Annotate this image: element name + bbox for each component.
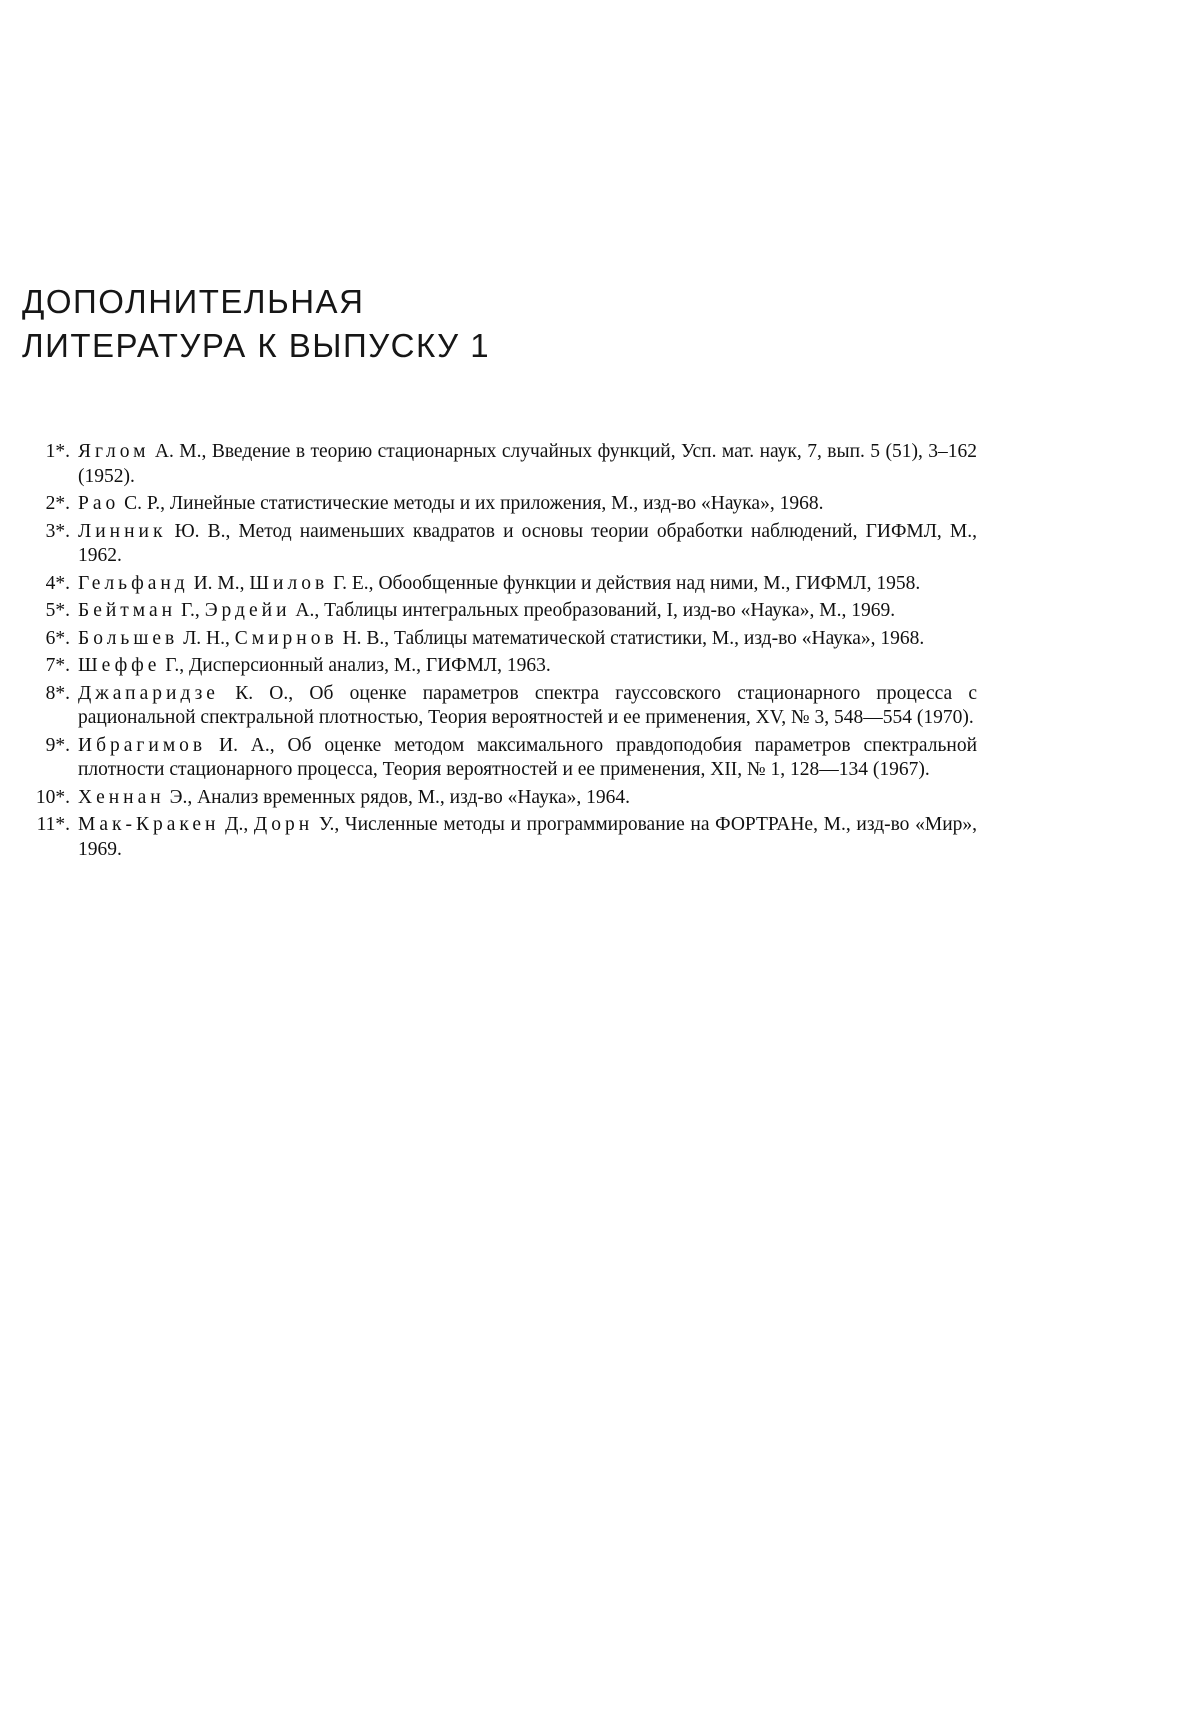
reference-text (78, 682, 977, 731)
reference-number: 9*. (45, 734, 70, 756)
reference-author-initials: Н. В., (342, 627, 390, 649)
reference-author-initials: И. А., (219, 734, 275, 756)
reference-author-initials: Ю. В., (174, 520, 231, 542)
reference-list (22, 440, 977, 865)
reference-title: Об оценке параметров спектра гауссовского стационарного процесса с рациональной спектральной плотностью, Теория вероятностей и ее применения, XV, № 3, 548—554 (1970). (78, 682, 978, 728)
reference-title: Анализ временных рядов, М., изд-во «Наука», 1964. (197, 786, 631, 808)
reference-item (22, 786, 977, 811)
reference-text (78, 627, 977, 652)
reference-title: Введение в теорию стационарных случайных функций, Усп. мат. наук, 7, вып. 5 (51), 3–162 (1952). (78, 441, 978, 487)
reference-text (78, 654, 977, 679)
reference-number: 7*. (45, 655, 70, 676)
reference-item (22, 520, 977, 569)
reference-number: 2*. (45, 493, 70, 514)
reference-author-initials: К. О., (235, 682, 294, 704)
reference-title: Численные методы и программирование на ФОРТРАНе, М., изд-во «Мир», 1969. (78, 814, 978, 860)
reference-item (22, 734, 977, 783)
reference-author: Хеннан (78, 786, 165, 808)
reference-author-initials: Д., (225, 814, 249, 835)
reference-author: Шилов (249, 572, 329, 594)
reference-author: Рао (78, 493, 120, 514)
reference-author-initials: Л. Н., (183, 627, 230, 649)
reference-author: Яглом (78, 441, 150, 462)
reference-author-initials: А. М., (154, 441, 207, 462)
reference-author: Ибрагимов (78, 734, 207, 756)
reference-author: Линник (78, 520, 167, 542)
reference-author: Большев (78, 627, 179, 649)
reference-author: Эрдейи (204, 600, 291, 621)
reference-author: Джапаридзе (78, 682, 219, 704)
reference-title: Метод наименьших квадратов и основы теории обработки наблюдений, ГИФМЛ, М., 1962. (78, 520, 977, 566)
reference-author-initials: С. Р., (124, 493, 166, 514)
reference-title: Таблицы математической статистики, М., изд-во «Наука», 1968. (394, 627, 925, 649)
reference-author: Смирнов (234, 627, 338, 649)
reference-author: Мак-Кракен (78, 814, 220, 835)
reference-title: Линейные статистические методы и их приложения, М., изд-во «Наука», 1968. (169, 493, 824, 514)
reference-author-initials: И. М., (193, 572, 245, 594)
reference-text (78, 572, 977, 597)
reference-item (22, 492, 977, 517)
reference-text (78, 520, 977, 569)
reference-item (22, 599, 977, 624)
reference-item (22, 627, 977, 652)
reference-number: 8*. (45, 682, 70, 704)
page-title (22, 280, 490, 368)
reference-number: 3*. (45, 520, 70, 542)
reference-text (78, 492, 977, 517)
reference-author-initials: Г., (180, 600, 200, 621)
reference-title: Таблицы интегральных преобразований, I, изд-во «Наука», М., 1969. (324, 600, 896, 621)
reference-author-initials: У., (318, 814, 340, 835)
reference-number: 4*. (45, 572, 70, 594)
reference-text (78, 734, 977, 783)
reference-item (22, 440, 977, 489)
reference-author: Шеффе (78, 655, 161, 676)
reference-item (22, 682, 977, 731)
reference-title: Обообщенные функции и действия над ними, М., ГИФМЛ, 1958. (378, 572, 921, 594)
reference-item (22, 572, 977, 597)
reference-number: 5*. (45, 600, 70, 621)
reference-text (78, 440, 977, 489)
reference-author: Дорн (253, 814, 314, 835)
reference-author-initials: Г., (165, 655, 185, 676)
reference-text (78, 813, 977, 862)
reference-author-initials: Э., (169, 786, 193, 808)
reference-number: 6*. (45, 627, 70, 649)
reference-item (22, 654, 977, 679)
reference-text (78, 786, 977, 811)
reference-title: Дисперсионный анализ, М., ГИФМЛ, 1963. (188, 655, 551, 676)
reference-number: 11*. (36, 814, 70, 835)
reference-text (78, 599, 977, 624)
reference-item (22, 813, 977, 862)
page-title-line-2: ЛИТЕРАТУРА К ВЫПУСКУ 1 (22, 327, 491, 364)
reference-author: Гельфанд (78, 572, 189, 594)
page-title-line-1: ДОПОЛНИТЕЛЬНАЯ (22, 283, 365, 320)
reference-title: Об оценке методом максимального правдоподобия параметров спектральной плотности стационарного процесса, Теория вероятностей и ее применения, XII, № 1, 128—134 (1967). (78, 734, 978, 780)
reference-number: 1*. (45, 441, 70, 462)
reference-author-initials: Г. Е., (333, 572, 374, 594)
reference-author-initials: А., (295, 600, 320, 621)
reference-author: Бейтман (78, 600, 177, 621)
reference-number: 10*. (35, 786, 70, 808)
